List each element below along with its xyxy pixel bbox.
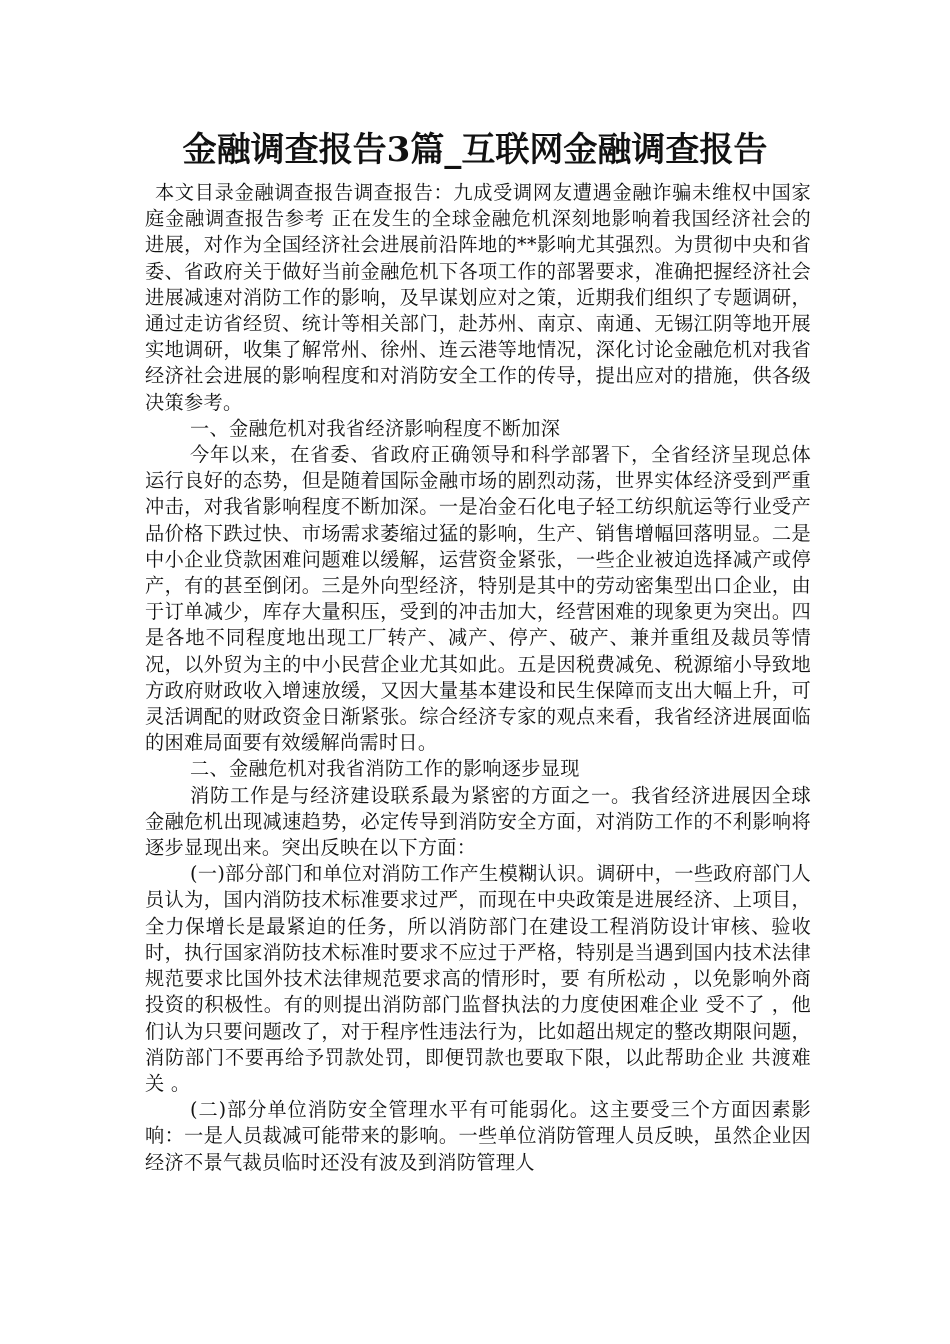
document-body (145, 180, 811, 1176)
section-1-paragraph: 今年以来，在省委、省政府正确领导和科学部署下，全省经济呈现总体运行良好的态势，但是随着国际金融市场的剧烈动荡，世界实体经济受到严重冲击，对我省影响程度不断加深。一是冶金石化电子轻工纺织航运等行业受产品价格下跌过快、市场需求萎缩过猛的影响，生产、销售增幅回落明显。二是中小企业贷款困难问题难以缓解，运营资金紧张，一些企业被迫选择减产或停产，有的甚至倒闭。三是外向型经济，特别是其中的劳动密集型出口企业，由于订单减少，库存大量积压，受到的冲击加大，经营困难的现象更为突出。四是各地不同程度地出现工厂转产、减产、停产、破产、兼并重组及裁员等情况，以外贸为主的中小民营企业尤其如此。五是因税费减免、税源缩小导致地方政府财政收入增速放缓，又因大量基本建设和民生保障而支出大幅上升，可灵活调配的财政资金日渐紧张。综合经济专家的观点来看，我省经济进展面临的困难局面要有效缓解尚需时日。 (145, 443, 811, 755)
subsection-2-paragraph: (二)部分单位消防安全管理水平有可能弱化。这主要受三个方面因素影响：一是人员裁减可能带来的影响。一些单位消防管理人员反映，虽然企业因经济不景气裁员临时还没有波及到消防管理人 (145, 1098, 811, 1174)
section-heading-1: 一、金融危机对我省经济影响程度不断加深 (190, 416, 561, 440)
intro-paragraph: 本文目录金融调查报告调查报告：九成受调网友遭遇金融诈骗未维权中国家庭金融调查报告参考 正在发生的全球金融危机深刻地影响着我国经济社会的进展，对作为全国经济社会进展前沿阵地的**影响尤其强烈。为贯彻中央和省委、省政府关于做好当前金融危机下各项工作的部署要求，准确把握经济社会进展减速对消防工作的影响，及早谋划应对之策，近期我们组织了专题调研，通过走访省经贸、统计等相关部门，赴苏州、南京、南通、无锡江阴等地开展实地调研，收集了解常州、徐州、连云港等地情况，深化讨论金融危机对我省经济社会进展的影响程度和对消防安全工作的传导，提出应对的措施，供各级决策参考。 (145, 181, 811, 414)
document-title: 金融调查报告3篇_互联网金融调查报告 (182, 130, 768, 170)
section-2-paragraph: 消防工作是与经济建设联系最为紧密的方面之一。我省经济进展因全球金融危机出现减速趋势，必定传导到消防安全方面，对消防工作的不利影响将逐步显现出来。突出反映在以下方面： (145, 783, 811, 860)
subsection-1-paragraph: (一)部分部门和单位对消防工作产生模糊认识。调研中，一些政府部门人员认为，国内消防技术标准要求过严，而现在中央政策是进展经济、上项目，全力保增长是最紧迫的任务，所以消防部门在建设工程消防设计审核、验收时，执行国家消防技术标准时要求不应过于严格，特别是当遇到国内技术法律规范要求比国外技术法律规范要求高的情形时，要 有所松动 ，以免影响外商投资的积极性。有的则提出消防部门监督执法的力度使困难企业 受不了 ，他们认为只要问题改了，对于程序性违法行为，比如超出规定的整改期限问题，消防部门不要再给予罚款处罚，即便罚款也要取下限，以此帮助企业 共渡难关 。 (145, 862, 811, 1095)
section-heading-2: 二、金融危机对我省消防工作的影响逐步显现 (190, 757, 580, 781)
